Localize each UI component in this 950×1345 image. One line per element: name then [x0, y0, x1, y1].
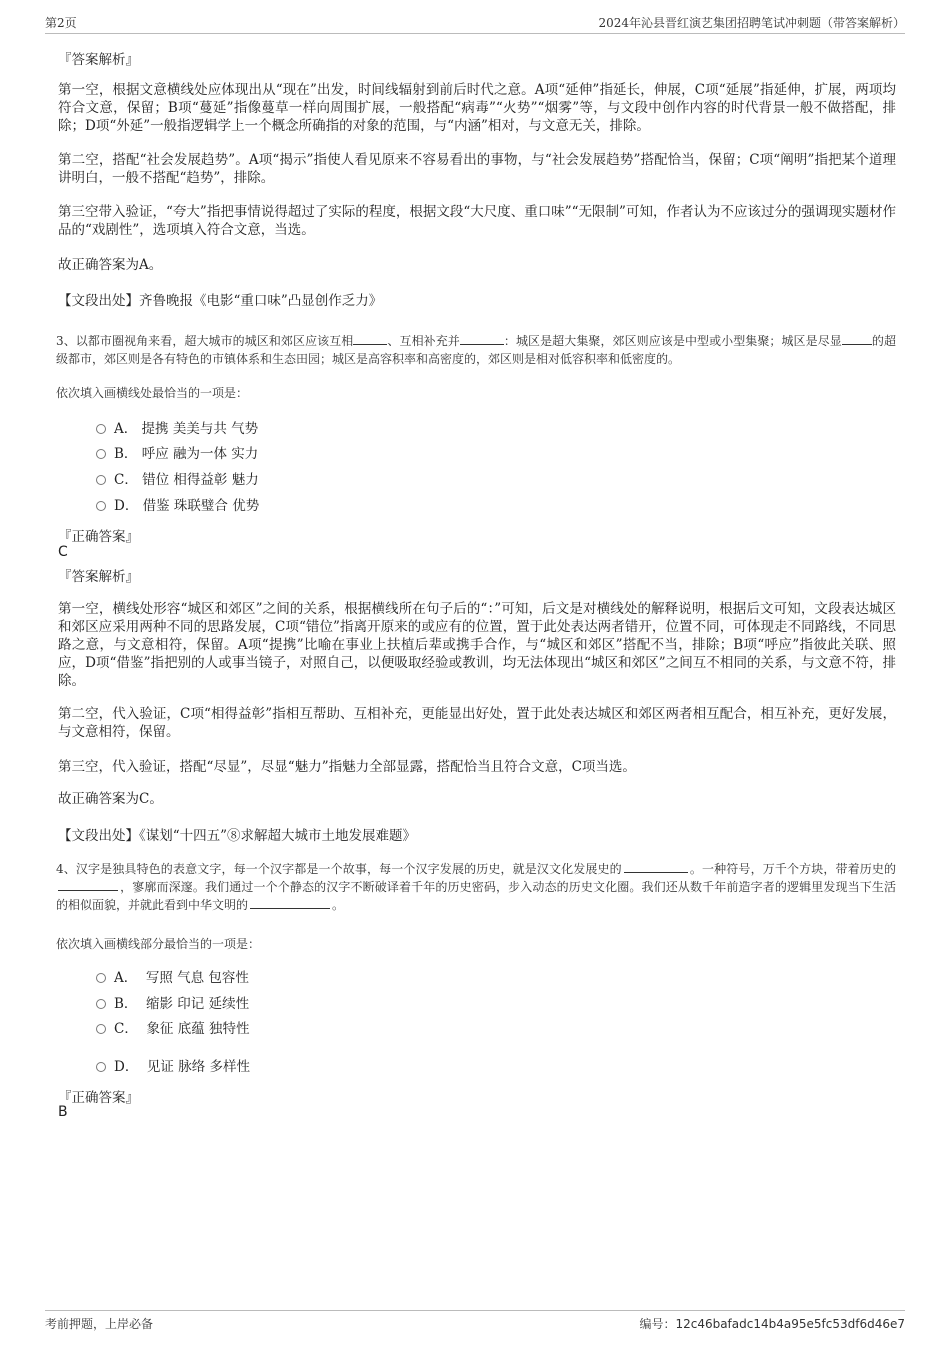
document-code: 编号：12c46bafadc14b4a95e5fc53df6d46e7: [639, 1317, 905, 1331]
q2-analysis-p1: 第一空，根据文意横线处应体现出从“现在”出发，时间线辐射到前后时代之意。A项“延伸”指延长，伸展，C项“延展”指延伸，扩展，两项均符合文意，保留；B项“蔓延”指像蔓草一样向周围扩展，一般搭配“病毒”“火势”“烟雾”等，与文段中创作内容的时代背景一般不做搭配，排除；D项“外延”一般指逻辑学上一个概念所确指的对象的范围，与“内涵”相对，与文意无关，排除。: [58, 82, 896, 134]
radio-icon[interactable]: [96, 501, 106, 511]
footer-slogan: 考前押题，上岸必备: [45, 1317, 154, 1331]
radio-icon[interactable]: [96, 973, 106, 983]
q3-prompt: 依次填入画横线处最恰当的一项是：: [56, 386, 249, 400]
blank-3: [250, 897, 330, 909]
q4-option-a[interactable]: A． 写照 气息 包容性: [96, 969, 249, 987]
q4-correct-answer: B: [58, 1104, 68, 1120]
q3-analysis-p2: 第二空，代入验证，C项“相得益彰”指相互帮助、互相补充，更能显出好处，置于此处表达城区和郊区两者相互配合，相互补充，更好发展，与文意相符，保留。: [58, 706, 896, 740]
blank-1: [624, 861, 688, 873]
q3-option-c[interactable]: C． 错位 相得益彰 魅力: [96, 471, 259, 489]
blank-2: [58, 879, 118, 891]
q2-analysis-p2: 第二空，搭配“社会发展趋势”。A项“揭示”指使人看见原来不容易看出的事物，与“社会发展趋势”搭配恰当，保留；C项“阐明”指把某个道理讲明白，一般不搭配“趋势”，排除。: [58, 152, 896, 186]
q3-option-b[interactable]: B． 呼应 融为一体 实力: [96, 445, 258, 463]
q4-option-b[interactable]: B． 缩影 印记 延续性: [96, 995, 249, 1013]
q2-analysis-p4: 故正确答案为A。: [58, 257, 163, 273]
q3-analysis-p1: 第一空，横线处形容“城区和郊区”之间的关系，根据横线所在句子后的“：”可知，后文是对横线处的解释说明，根据后文可知，文段表达城区和郊区应采用两种不同的思路发展，C项“错位”指离开原来的或应有的位置，置于此处表达两者错开，位置不同，可体现走不同路线，不同思路之意，与文意相符，保留。A项“提携”比喻在事业上扶植后辈或携手合作，与“城区和郊区”搭配不当，排除；B项“呼应”指彼此关联、照应，D项“借鉴”指把别的人或事当镜子，对照自己，以便吸取经验或教训，均无法体现出“城区和郊区”之间互不相同的关系，与文意不符，排除。: [58, 601, 896, 689]
page-header: [45, 14, 905, 34]
q3-analysis-label: 『答案解析』: [58, 569, 139, 585]
radio-icon[interactable]: [96, 1062, 106, 1072]
q3-correct-label: 『正确答案』: [58, 529, 139, 545]
blank-1: [353, 333, 387, 345]
q2-analysis-p3: 第三空带入验证，“夸大”指把事情说得超过了实际的程度，根据文段“大尺度、重口味”“无限制”可知，作者认为不应该过分的强调现实题材作品的“戏剧性”，选项填入符合文意，当选。: [58, 204, 896, 238]
q3-analysis-p3: 第三空，代入验证，搭配“尽显”，尽显“魅力”指魅力全部显露，搭配恰当且符合文意，C项当选。: [58, 759, 636, 775]
blank-3: [842, 333, 872, 345]
q3-option-a[interactable]: A． 提携 美美与共 气势: [96, 420, 258, 438]
q2-source: 【文段出处】齐鲁晚报《电影“重口味”凸显创作乏力》: [58, 293, 383, 309]
q3-stem: 3、以都市圈视角来看，超大城市的城区和郊区应该互相 、互相补充并 ：城区是超大集聚，郊区则应该是中型或小型集聚；城区是尽显 的超级都市，郊区则是各有特色的市镇体系和生态田园；城区是高容积率和高密度的，郊区则是相对低容积率和低密度的。: [56, 334, 896, 366]
q3-option-d[interactable]: D． 借鉴 珠联璧合 优势: [96, 497, 259, 515]
radio-icon[interactable]: [96, 449, 106, 459]
radio-icon[interactable]: [96, 1024, 106, 1034]
q4-option-c[interactable]: C． 象征 底蕴 独特性: [96, 1020, 250, 1038]
page-footer: [45, 1310, 905, 1332]
q3-analysis-p4: 故正确答案为C。: [58, 791, 163, 807]
q4-correct-label: 『正确答案』: [58, 1090, 139, 1106]
radio-icon[interactable]: [96, 999, 106, 1009]
radio-icon[interactable]: [96, 424, 106, 434]
q4-option-d[interactable]: D． 见证 脉络 多样性: [96, 1058, 250, 1076]
document-title: 2024年沁县晋红演艺集团招聘笔试冲刺题（带答案解析）: [598, 16, 905, 30]
q4-stem: 4、汉字是独具特色的表意文字，每一个汉字都是一个故事，每一个汉字发展的历史，就是汉文化发展史的 。一种符号，万千个方块，带着历史的，寥廓而深邃。我们通过一个个静态的汉字不断破译着千年的历史密码，步入动态的历史文化圈。我们还从数千年前造字者的逻辑里发现当下生活的相似面貌，并就此看到中华文明的 。: [56, 862, 896, 912]
q2-analysis-label: 『答案解析』: [58, 52, 139, 68]
q3-correct-answer: C: [58, 544, 68, 560]
radio-icon[interactable]: [96, 475, 106, 485]
q3-source: 【文段出处】《谋划“十四五”⑧求解超大城市土地发展难题》: [58, 828, 417, 844]
blank-2: [460, 333, 504, 345]
page-number: 第2页: [45, 16, 77, 30]
q4-prompt: 依次填入画横线部分最恰当的一项是：: [56, 937, 261, 951]
